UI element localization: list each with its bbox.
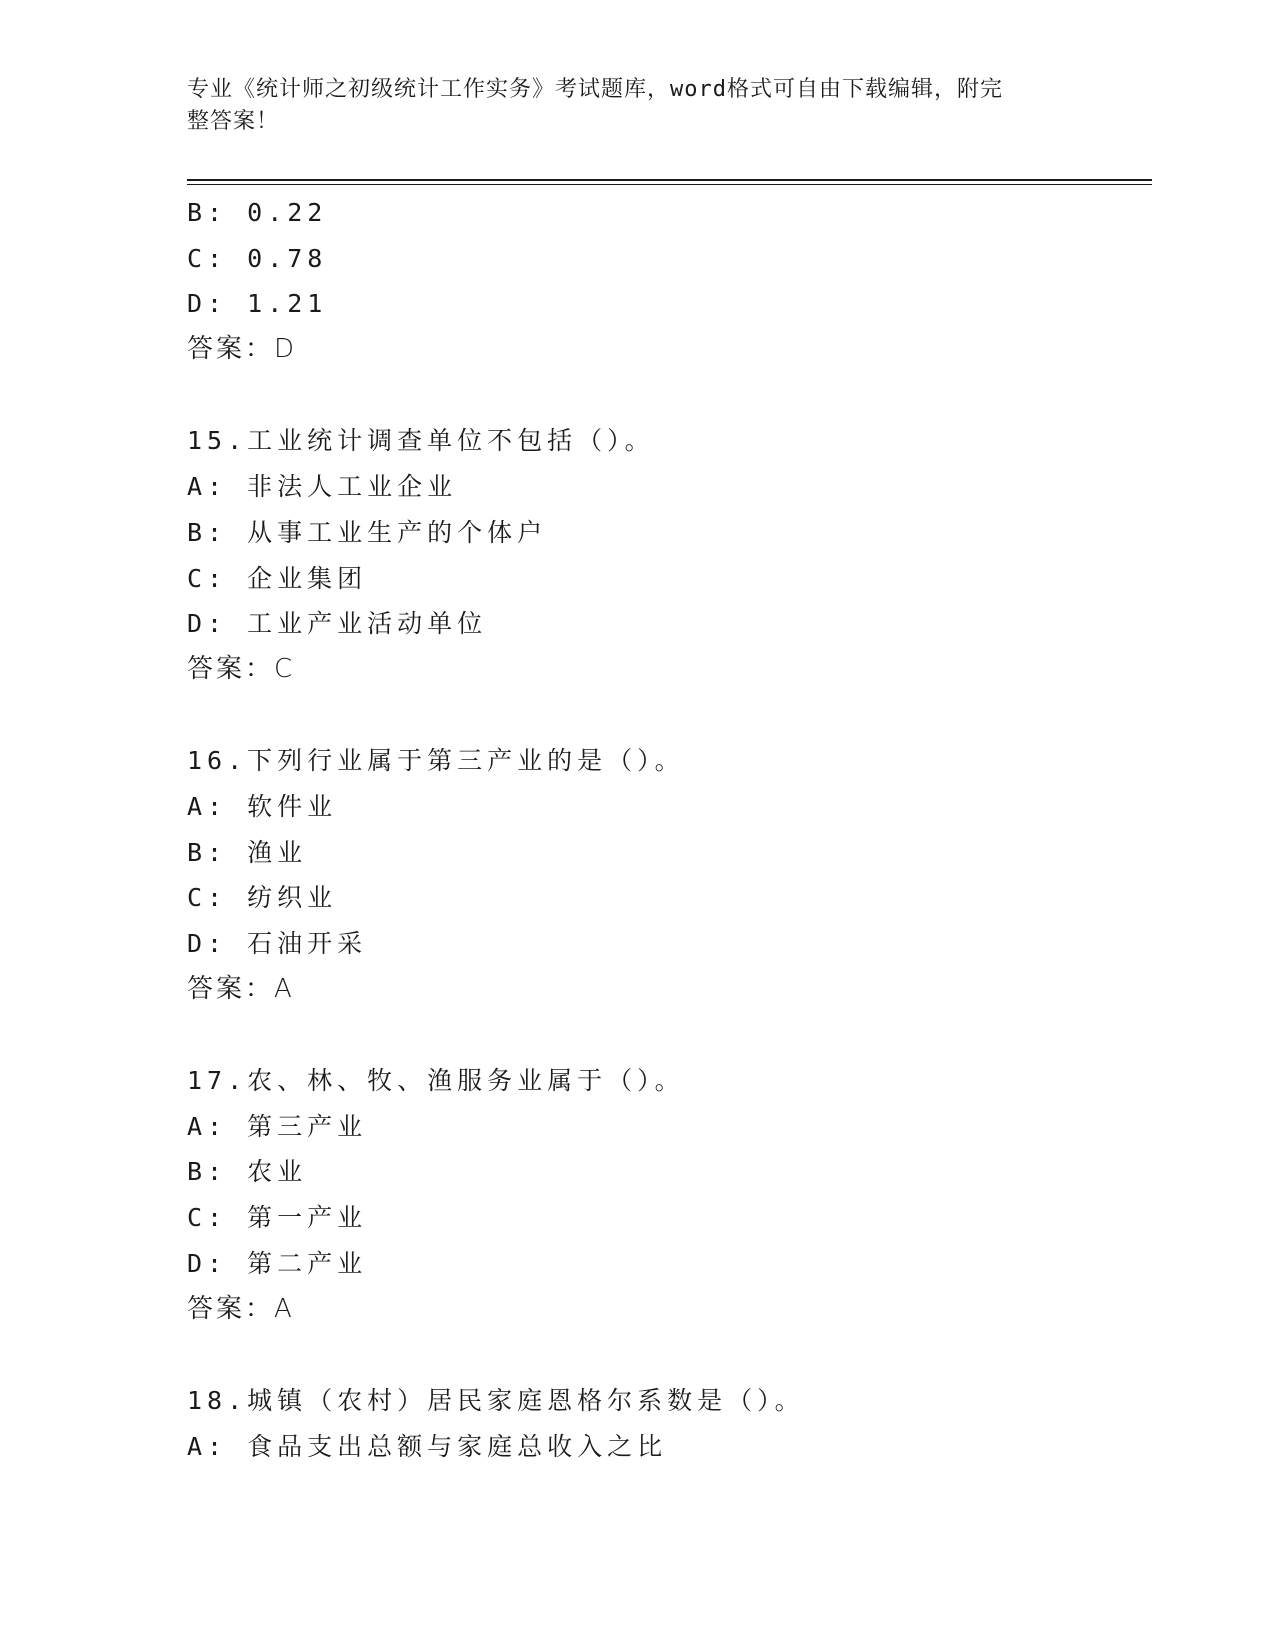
- option-b: B: 农业: [187, 1157, 308, 1187]
- question-17: [187, 1058, 1147, 1332]
- option-b: B: 0.22: [187, 198, 328, 227]
- header-divider-thick: [187, 179, 1152, 181]
- answer-line: 答案：A: [187, 1293, 295, 1324]
- question-stem: 15.工业统计调查单位不包括（）。: [187, 426, 655, 456]
- answer-line: 答案：A: [187, 973, 295, 1004]
- header-line-2: 整答案！: [187, 109, 280, 134]
- option-d: D: 石油开采: [187, 929, 368, 958]
- header-line-1: 专业《统计师之初级统计工作实务》考试题库，word格式可自由下载编辑，附完: [187, 77, 1003, 102]
- document-header: [187, 74, 1067, 138]
- question-stem: 17.农、林、牧、渔服务业属于（）。: [187, 1066, 685, 1096]
- question-list: [187, 190, 1147, 1469]
- option-d: D: 第二产业: [187, 1248, 368, 1278]
- question-16: [187, 738, 1147, 1012]
- option-a: A: 食品支出总额与家庭总收入之比: [187, 1431, 668, 1461]
- question-15: [187, 418, 1147, 692]
- option-a: A: 非法人工业企业: [187, 472, 458, 502]
- header-divider-thin: [187, 184, 1152, 185]
- question-14-continued: [187, 190, 1147, 373]
- question-18: [187, 1378, 1147, 1469]
- answer-line: 答案：C: [187, 653, 296, 684]
- option-d: D: 1.21: [187, 289, 328, 319]
- option-d: D: 工业产业活动单位: [187, 609, 488, 639]
- option-c: C: 企业集团: [187, 563, 368, 593]
- option-c: C: 第一产业: [187, 1203, 368, 1233]
- option-a: A: 第三产业: [187, 1111, 368, 1141]
- answer-line: 答案：D: [187, 334, 298, 365]
- option-b: B: 渔业: [187, 837, 308, 867]
- option-a: A: 软件业: [187, 791, 338, 821]
- option-c: C: 0.78: [187, 243, 328, 273]
- option-b: B: 从事工业生产的个体户: [187, 517, 548, 547]
- option-c: C: 纺织业: [187, 883, 338, 913]
- question-stem: 18.城镇（农村）居民家庭恩格尔系数是（）。: [187, 1385, 805, 1415]
- question-stem: 16.下列行业属于第三产业的是（）。: [187, 746, 685, 776]
